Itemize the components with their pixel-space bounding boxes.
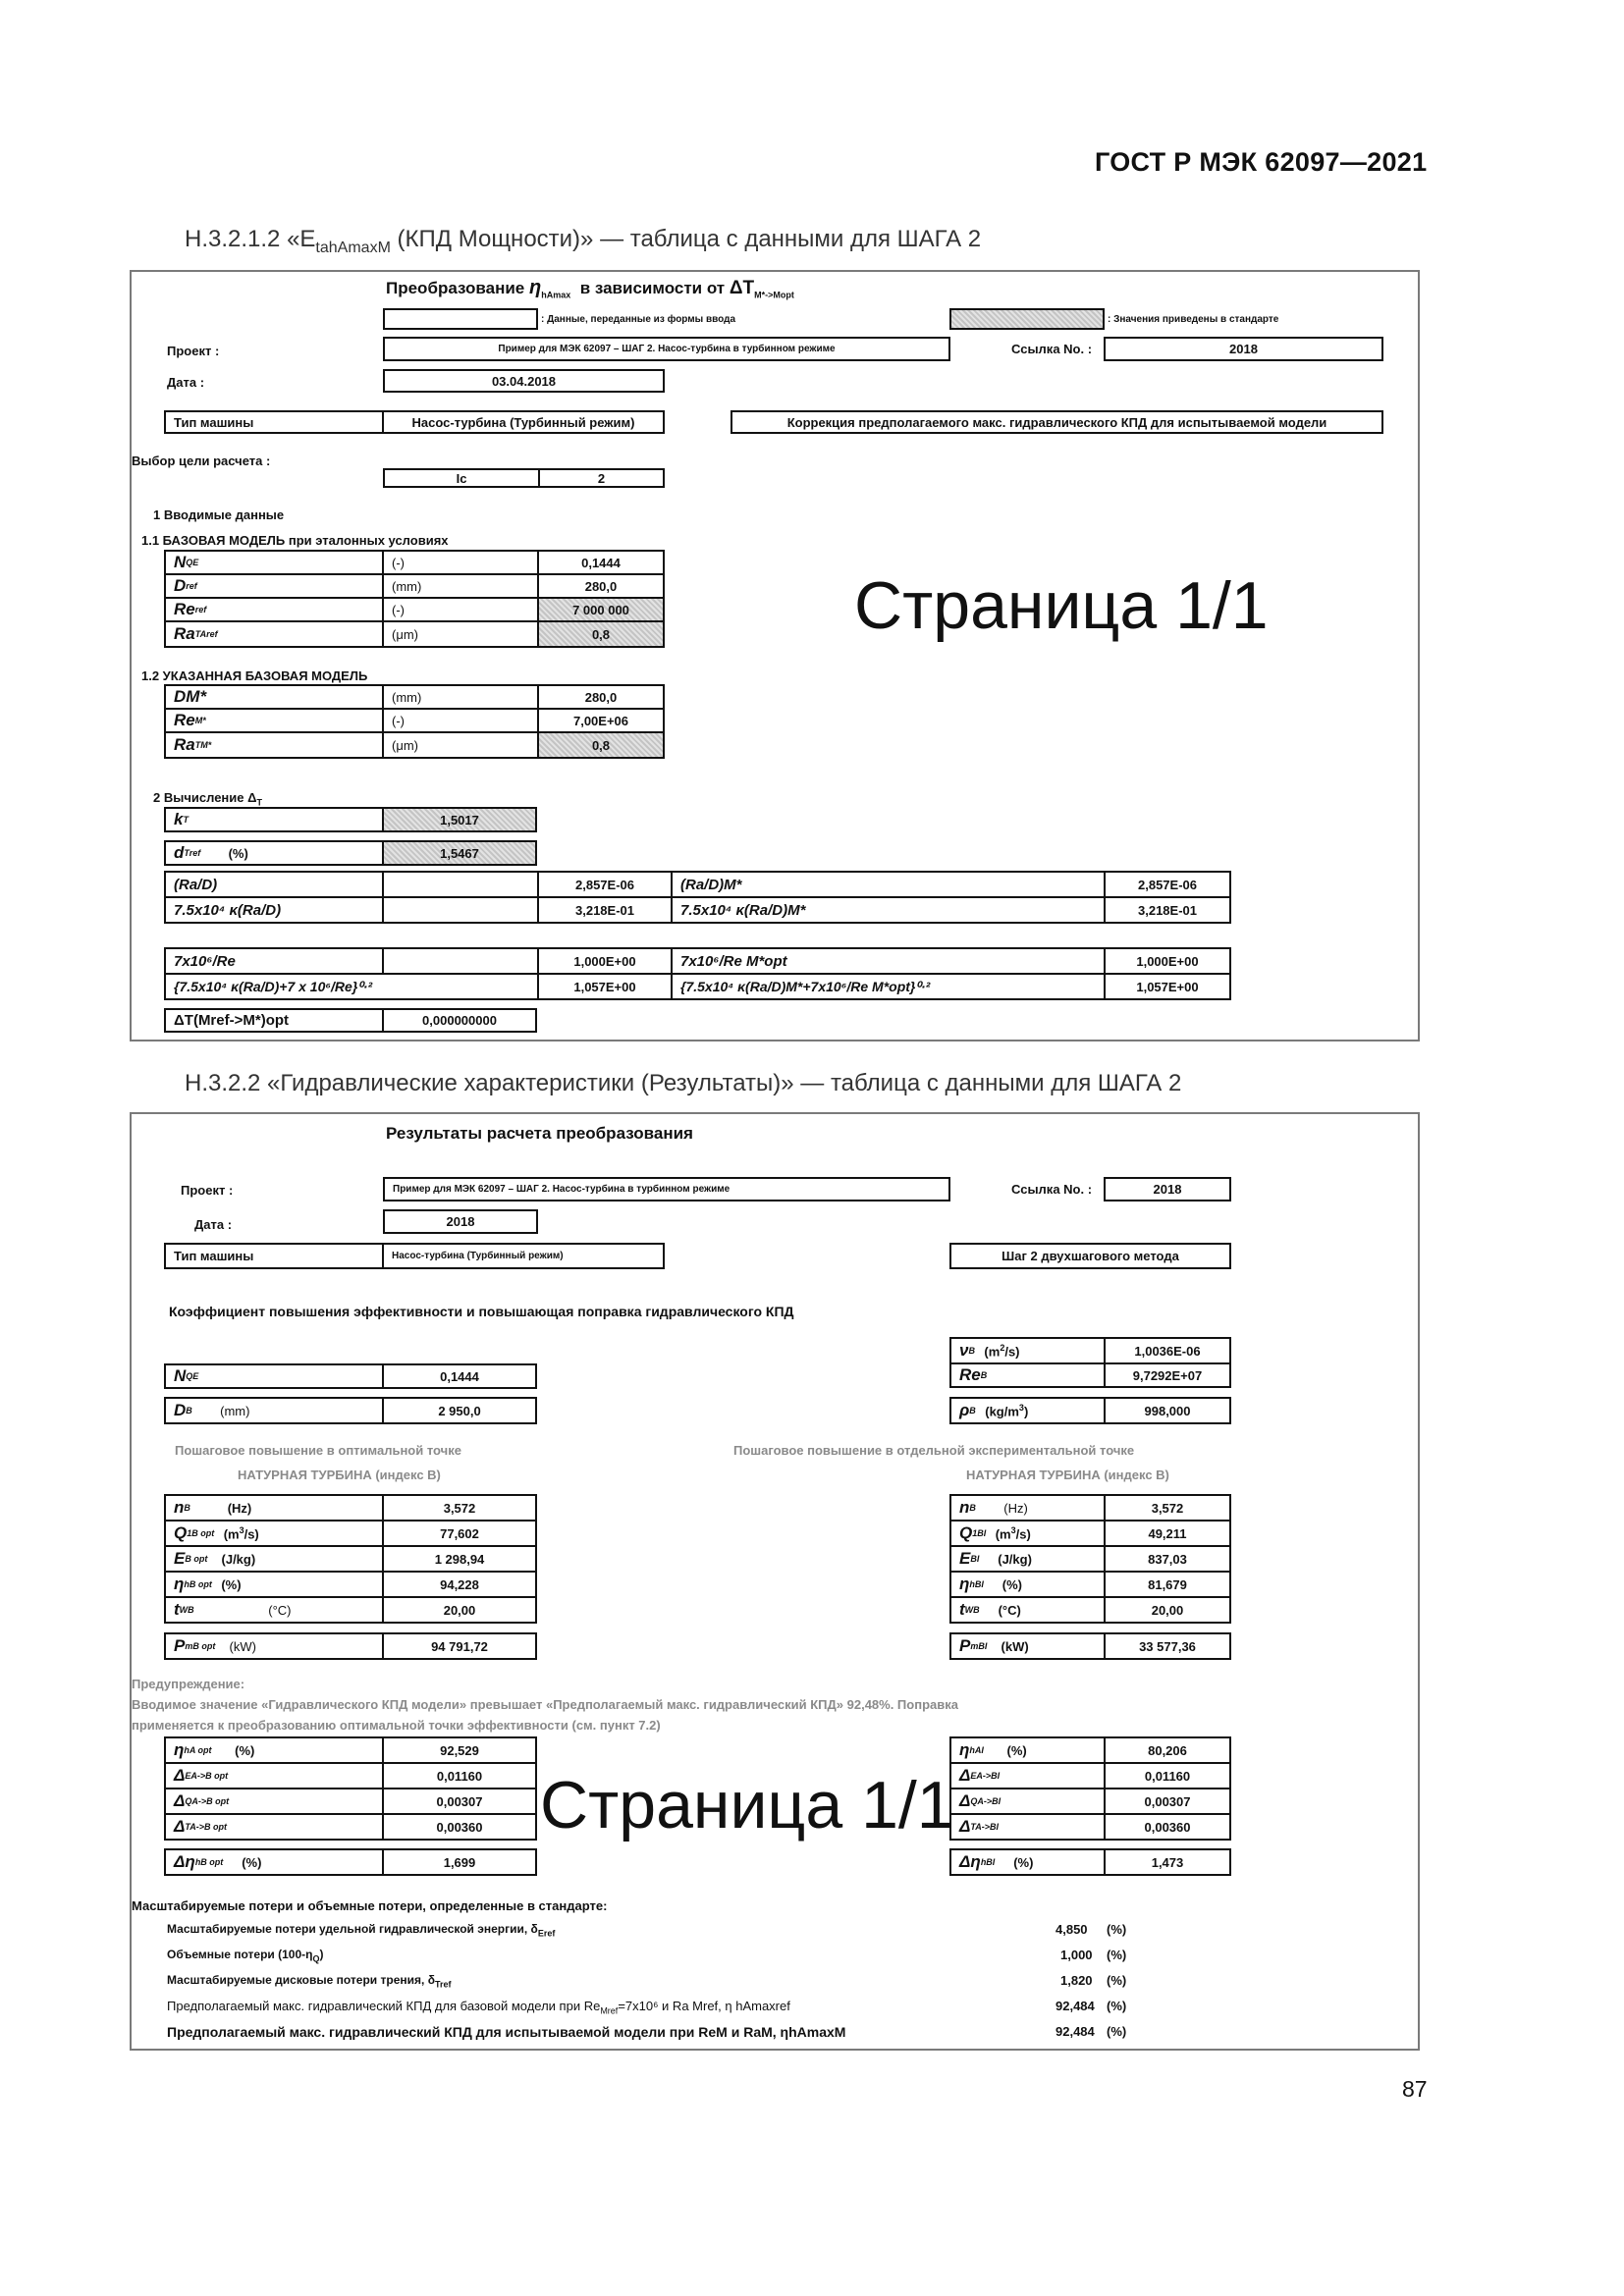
calc-left-2-blank: [382, 947, 539, 975]
nB-label: n B (Hz): [164, 1494, 384, 1522]
form1-project-label: Проект :: [167, 344, 220, 358]
PmB-value: 94 791,72: [382, 1632, 537, 1660]
legend-input-text: : Данные, переданные из формы ввода: [541, 314, 736, 325]
base-row-3-unit: (μm): [382, 620, 539, 648]
form1-section-2-sub: T: [256, 797, 262, 808]
calc-left-3-value: 1,057E+00: [537, 973, 673, 1000]
form1-title-delta-sub: M*->Mopt: [754, 290, 794, 300]
loss-row-0-sub: Eref: [537, 1928, 556, 1939]
dTA-BI-label: Δ TA->BI: [949, 1813, 1106, 1841]
loss-row-3-unit: (%): [1107, 1999, 1127, 2013]
DB-label: D B (mm): [164, 1397, 384, 1424]
dt-opt-label: ΔT(Mref->M*)opt: [164, 1008, 384, 1033]
calc-left-2-label: 7x10⁶/Re: [164, 947, 384, 975]
form1-section-2-text: 2 Вычисление Δ: [153, 790, 257, 805]
calc-right-3-value: 1,057E+00: [1104, 973, 1231, 1000]
base-row-2-symbol: [164, 597, 384, 622]
form1-section-1: 1 Вводимые данные: [153, 507, 285, 522]
form1-correction-title: Коррекция предполагаемого макс. гидравлического КПД для испытываемой модели: [731, 410, 1383, 434]
dT-sym: d: [174, 843, 185, 862]
form1-ref-label: Ссылка No. :: [1011, 342, 1093, 356]
dEA-opt-value: 0,01160: [382, 1762, 537, 1789]
legend-standard-text: : Значения приведены в стандарте: [1108, 314, 1279, 325]
kT-value: 1,5017: [382, 807, 537, 832]
calc-right-2-label: 7x10⁶/Re M*opt: [671, 947, 1106, 975]
calc-left-1-blank: [382, 896, 539, 924]
PmBI-value: 33 577,36: [1104, 1632, 1231, 1660]
form1-title: [386, 277, 794, 299]
spec-row-2-unit: (μm): [382, 731, 539, 759]
base-row-1-symbol: [164, 573, 384, 599]
calc-left-0-blank: [382, 871, 539, 898]
left-block-title-1: Пошаговое повышение в оптимальной точке: [175, 1443, 461, 1458]
spec-row-1-sym: Re: [174, 711, 195, 729]
EBI-value: 837,03: [1104, 1545, 1231, 1573]
final-value: 92,484: [1056, 2024, 1095, 2039]
spec-row-0-symbol: [164, 684, 384, 710]
dQA-opt-label: Δ QA->B opt: [164, 1788, 384, 1815]
calc-right-1-value: 3,218E-01: [1104, 896, 1231, 924]
base-row-2-value: 7 000 000: [537, 597, 665, 622]
spec-row-0-sym: DM*: [174, 687, 207, 706]
loss-row-1-unit: (%): [1107, 1948, 1127, 1962]
calc-left-1-label: 7.5x10⁴ κ(Ra/D): [164, 896, 384, 924]
etaBI-label: η hBI (%): [949, 1571, 1106, 1598]
etaB-label: η hB opt (%): [164, 1571, 384, 1598]
tWB-value: 20,00: [382, 1596, 537, 1624]
base-row-1-unit: (mm): [382, 573, 539, 599]
form2-watermark: Страница 1/1: [540, 1768, 954, 1842]
loss-row-1-label: [167, 1948, 323, 1963]
etaAI-value: 80,206: [1104, 1736, 1231, 1764]
loss-row-3-text: Предполагаемый макс. гидравлический КПД для базовой модели при Re: [167, 1999, 601, 2013]
form1-machine-value: Насос-турбина (Турбинный режим): [382, 410, 665, 434]
EB-value: 1 298,94: [382, 1545, 537, 1573]
calc-left-0-label: (Ra/D): [164, 871, 384, 898]
DB-value: 2 950,0: [382, 1397, 537, 1424]
rhoB-value: 998,000: [1104, 1397, 1231, 1424]
form1-goal-label: Выбор цели расчета :: [132, 454, 271, 468]
spec-row-1-symbol: [164, 708, 384, 733]
nBI-value: 3,572: [1104, 1494, 1231, 1522]
base-row-3-symbol: [164, 620, 384, 648]
base-row-2-sub: ref: [194, 605, 207, 614]
loss-row-2-unit: (%): [1107, 1973, 1127, 1988]
loss-row-2-label: [167, 1973, 452, 1989]
dTA-BI-value: 0,00360: [1104, 1813, 1231, 1841]
form2-date-value: 2018: [383, 1209, 538, 1234]
spec-row-2-sym: Ra: [174, 735, 195, 754]
loss-row-1-sub: Q: [312, 1953, 320, 1964]
calc-left-0-value: 2,857E-06: [537, 871, 673, 898]
loss-row-2-sub: Tref: [434, 1979, 452, 1990]
dEA-BI-label: Δ EA->BI: [949, 1762, 1106, 1789]
page-number: 87: [1402, 2076, 1428, 2102]
dT-value: 1,5467: [382, 840, 537, 866]
legend-input-box: [383, 308, 538, 330]
calc-left-2-value: 1,000E+00: [537, 947, 673, 975]
dTA-opt-label: Δ TA->B opt: [164, 1813, 384, 1841]
base-row-1-sym: D: [174, 576, 187, 595]
loss-row-1-text2: ): [319, 1948, 324, 1961]
warning-line-2: применяется к преобразованию оптимальной точки эффективности (см. пункт 7.2): [132, 1718, 661, 1733]
base-row-0-sub: QE: [186, 558, 199, 567]
loss-row-2-value: 1,820: [1060, 1973, 1093, 1988]
form2-project-value: Пример для МЭК 62097 – ШАГ 2. Насос-турбина в турбинном режиме: [383, 1177, 950, 1201]
dT-sub: Tref: [184, 848, 201, 858]
right-block-title-1: Пошаговое повышение в отдельной экспериментальной точке: [733, 1443, 1135, 1458]
form2-ref-value: 2018: [1104, 1177, 1231, 1201]
form1-watermark: Страница 1/1: [854, 568, 1269, 643]
PmB-label: P mB opt (kW): [164, 1632, 384, 1660]
base-row-1-sub: ref: [186, 581, 197, 591]
form1-date-value: 03.04.2018: [383, 369, 665, 393]
kT-symbol: [164, 807, 384, 832]
dt-opt-value: 0,000000000: [382, 1008, 537, 1033]
Q1BI-value: 49,211: [1104, 1520, 1231, 1547]
loss-row-3-text2: =7x10⁶ и Ra Mref, η hAmaxref: [618, 1999, 790, 2013]
loss-row-3-sub: Mref: [600, 2005, 619, 2016]
loss-row-1-text: Объемные потери (100-η: [167, 1948, 313, 1961]
calc-right-3-label: {7.5x10⁴ κ(Ra/D)M*+7x10⁶/Re M*opt}⁰·²: [671, 973, 1106, 1000]
form1-title-delta: ΔT: [729, 278, 755, 298]
calc-left-1-value: 3,218E-01: [537, 896, 673, 924]
form1-title-eta: η: [529, 277, 542, 298]
ReB-label: Re B: [949, 1362, 1106, 1388]
nBI-label: n B (Hz): [949, 1494, 1106, 1522]
base-row-2-unit: (-): [382, 597, 539, 622]
spec-row-1-value: 7,00E+06: [537, 708, 665, 733]
spec-row-2-value: 0,8: [537, 731, 665, 759]
section-caption-1: [185, 226, 981, 257]
form1-title-pre: Преобразование: [386, 279, 525, 297]
dT-unit: (%): [228, 845, 248, 861]
form-1-frame: [130, 270, 1420, 1041]
loss-row-0-label: [167, 1922, 555, 1938]
nQE-label: N QE: [164, 1363, 384, 1389]
calc-right-0-value: 2,857E-06: [1104, 871, 1231, 898]
losses-title: Масштабируемые потери и объемные потери, определенные в стандарте:: [132, 1898, 608, 1913]
dT-symbol: [164, 840, 384, 866]
calc-left-3-label: {7.5x10⁴ κ(Ra/D)+7 x 10⁶/Re}⁰·²: [164, 973, 539, 1000]
form2-coef-title: Коэффициент повышения эффективности и повышающая поправка гидравлического КПД: [169, 1304, 794, 1319]
dEA-BI-value: 0,01160: [1104, 1762, 1231, 1789]
base-row-2-sym: Re: [174, 600, 195, 618]
form1-project-value: Пример для МЭК 62097 – ШАГ 2. Насос-турбина в турбинном режиме: [383, 337, 950, 361]
etaAI-label: η hAI (%): [949, 1736, 1106, 1764]
caption-1-sub: tahAmaxM: [315, 239, 391, 256]
nuB-value: 1,0036E-06: [1104, 1337, 1231, 1364]
form2-machine-value: Насос-турбина (Турбинный режим): [382, 1243, 665, 1269]
spec-row-2-sub: TM*: [194, 740, 212, 750]
EBI-label: E BI (J/kg): [949, 1545, 1106, 1573]
EB-label: E B opt (J/kg): [164, 1545, 384, 1573]
dEA-opt-label: Δ EA->B opt: [164, 1762, 384, 1789]
caption-1-pre: Н.3.2.1.2 «E: [185, 226, 316, 252]
right-block-title-2: НАТУРНАЯ ТУРБИНА (индекс B): [966, 1468, 1169, 1482]
loss-row-0-value: 4,850: [1056, 1922, 1088, 1937]
form1-section-1-1: 1.1 БАЗОВАЯ МОДЕЛЬ при эталонных условиях: [141, 533, 449, 548]
loss-row-2-text: Масштабируемые дисковые потери трения, δ: [167, 1973, 435, 1987]
caption-1-post: (КПД Мощности)» — таблица с данными для ШАГА 2: [390, 226, 982, 252]
warning-line-1: Вводимое значение «Гидравлического КПД модели» превышает «Предполагаемый макс. гидравлический КПД» 92,48%. Поправка: [132, 1697, 958, 1712]
base-row-0-symbol: [164, 550, 384, 575]
etaA-opt-value: 92,529: [382, 1736, 537, 1764]
nB-value: 3,572: [382, 1494, 537, 1522]
form1-date-label: Дата :: [167, 375, 205, 390]
legend-standard-box: [949, 308, 1105, 330]
loss-row-1-value: 1,000: [1060, 1948, 1093, 1962]
form1-goal-number: 2: [538, 468, 665, 488]
base-row-1-value: 280,0: [537, 573, 665, 599]
form1-goal-code: Ic: [383, 468, 540, 488]
d-eta-opt-value: 1,699: [382, 1848, 537, 1876]
standard-header: ГОСТ Р МЭК 62097—2021: [1095, 147, 1428, 177]
form2-project-label: Проект :: [181, 1183, 234, 1198]
loss-row-3-label: [167, 1999, 790, 2016]
base-row-0-value: 0,1444: [537, 550, 665, 575]
calc-right-0-label: (Ra/D)M*: [671, 871, 1106, 898]
tWB-label: t WB (°C): [164, 1596, 384, 1624]
base-row-0-sym: N: [174, 553, 187, 571]
Q1B-value: 77,602: [382, 1520, 537, 1547]
d-eta-BI-value: 1,473: [1104, 1848, 1231, 1876]
form2-machine-label: Тип машины: [164, 1243, 384, 1269]
spec-row-0-value: 280,0: [537, 684, 665, 710]
dQA-BI-value: 0,00307: [1104, 1788, 1231, 1815]
base-row-3-sym: Ra: [174, 624, 195, 643]
form1-section-2: [153, 790, 262, 808]
dQA-BI-label: Δ QA->BI: [949, 1788, 1106, 1815]
d-eta-opt-label: Δη hB opt (%): [164, 1848, 384, 1876]
base-row-3-value: 0,8: [537, 620, 665, 648]
etaA-opt-label: η hA opt (%): [164, 1736, 384, 1764]
form2-title: Результаты расчета преобразования: [386, 1124, 693, 1143]
form1-title-eta-sub: hAmax: [541, 290, 571, 300]
loss-row-0-unit: (%): [1107, 1922, 1127, 1937]
form2-method-value: Шаг 2 двухшагового метода: [949, 1243, 1231, 1269]
base-row-0-unit: (-): [382, 550, 539, 575]
ReB-value: 9,7292E+07: [1104, 1362, 1231, 1388]
nQE-value: 0,1444: [382, 1363, 537, 1389]
kT-sub: T: [183, 815, 189, 825]
etaBI-value: 81,679: [1104, 1571, 1231, 1598]
kT-sym: k: [174, 810, 184, 828]
loss-row-0-text: Масштабируемые потери удельной гидравлической энергии, δ: [167, 1922, 538, 1936]
section-caption-2: Н.3.2.2 «Гидравлические характеристики (Результаты)» — таблица с данными для ШАГА 2: [185, 1070, 1182, 1096]
spec-row-1-sub: M*: [194, 716, 206, 725]
d-eta-BI-label: Δη hBI (%): [949, 1848, 1106, 1876]
calc-right-2-value: 1,000E+00: [1104, 947, 1231, 975]
form1-ref-value: 2018: [1104, 337, 1383, 361]
final-unit: (%): [1107, 2024, 1127, 2039]
tWBI-label: t WB (°C): [949, 1596, 1106, 1624]
etaB-value: 94,228: [382, 1571, 537, 1598]
Q1B-label: Q 1B opt $(m^3/s)$: [164, 1520, 384, 1547]
form1-machine-label: Тип машины: [164, 410, 384, 434]
spec-row-1-unit: (-): [382, 708, 539, 733]
spec-row-0-unit: (mm): [382, 684, 539, 710]
spec-row-2-symbol: [164, 731, 384, 759]
warning-label: Предупреждение:: [132, 1677, 245, 1691]
form2-ref-label: Ссылка No. :: [1011, 1182, 1093, 1197]
rhoB-label: ρ B $(kg/m^3)$: [949, 1397, 1106, 1424]
base-row-3-sub: TAref: [194, 629, 218, 639]
dQA-opt-value: 0,00307: [382, 1788, 537, 1815]
form1-title-mid: в зависимости от: [579, 279, 726, 297]
tWBI-value: 20,00: [1104, 1596, 1231, 1624]
calc-right-1-label: 7.5x10⁴ κ(Ra/D)M*: [671, 896, 1106, 924]
final-label: Предполагаемый макс. гидравлический КПД для испытываемой модели при ReM и RaM, ηhAmaxM: [167, 2024, 846, 2040]
nuB-label: ν B $(m^2/s)$: [949, 1337, 1106, 1364]
loss-row-3-value: 92,484: [1056, 1999, 1095, 2013]
PmBI-label: P mBI (kW): [949, 1632, 1106, 1660]
form2-date-label: Дата :: [194, 1217, 233, 1232]
left-block-title-2: НАТУРНАЯ ТУРБИНА (индекс B): [238, 1468, 441, 1482]
form1-section-1-2: 1.2 УКАЗАННАЯ БАЗОВАЯ МОДЕЛЬ: [141, 668, 368, 683]
dTA-opt-value: 0,00360: [382, 1813, 537, 1841]
Q1BI-label: Q 1BI $(m^3/s)$: [949, 1520, 1106, 1547]
